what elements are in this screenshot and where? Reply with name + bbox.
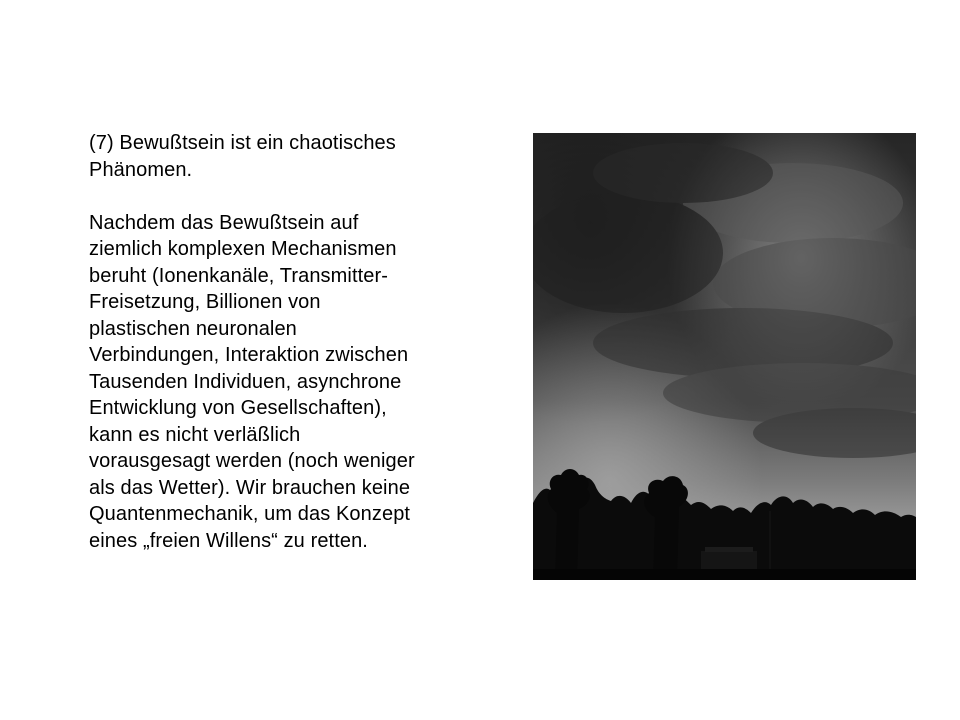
ground — [533, 569, 916, 580]
body-line: eines „freien Willens“ zu retten. — [89, 529, 368, 552]
building-roof — [705, 547, 753, 552]
slide-heading — [89, 130, 489, 183]
light-pole — [769, 511, 771, 571]
body-line: Entwicklung von Gesellschaften), — [89, 397, 387, 419]
heading-line: (7) Bewußtsein ist ein chaotisches — [89, 132, 396, 154]
body-line: ziemlich komplexen Mechanismen — [89, 238, 397, 260]
body-line: kann es nicht verläßlich — [89, 423, 301, 446]
body-line: Nachdem das Bewußtsein auf — [89, 211, 359, 234]
building — [701, 551, 757, 571]
body-line: vorausgesagt werden (noch weniger — [89, 450, 415, 472]
body-line: als das Wetter). Wir brauchen keine — [89, 476, 411, 499]
body-line: beruht (Ionenkanäle, Transmitter- — [89, 264, 389, 287]
heading-line: Phänomen. — [89, 158, 193, 181]
body-line: Freisetzung, Billionen von — [89, 291, 321, 313]
storm-clouds-photo — [533, 133, 916, 580]
body-line: plastischen neuronalen — [89, 317, 297, 340]
body-line: Quantenmechanik, um das Konzept — [89, 503, 411, 525]
storm-clouds-illustration — [533, 133, 916, 580]
slide-body-paragraph — [89, 210, 489, 555]
slide-text — [89, 130, 489, 554]
body-line: Tausenden Individuen, asynchrone — [89, 370, 402, 393]
body-line: Verbindungen, Interaktion zwischen — [89, 344, 409, 366]
